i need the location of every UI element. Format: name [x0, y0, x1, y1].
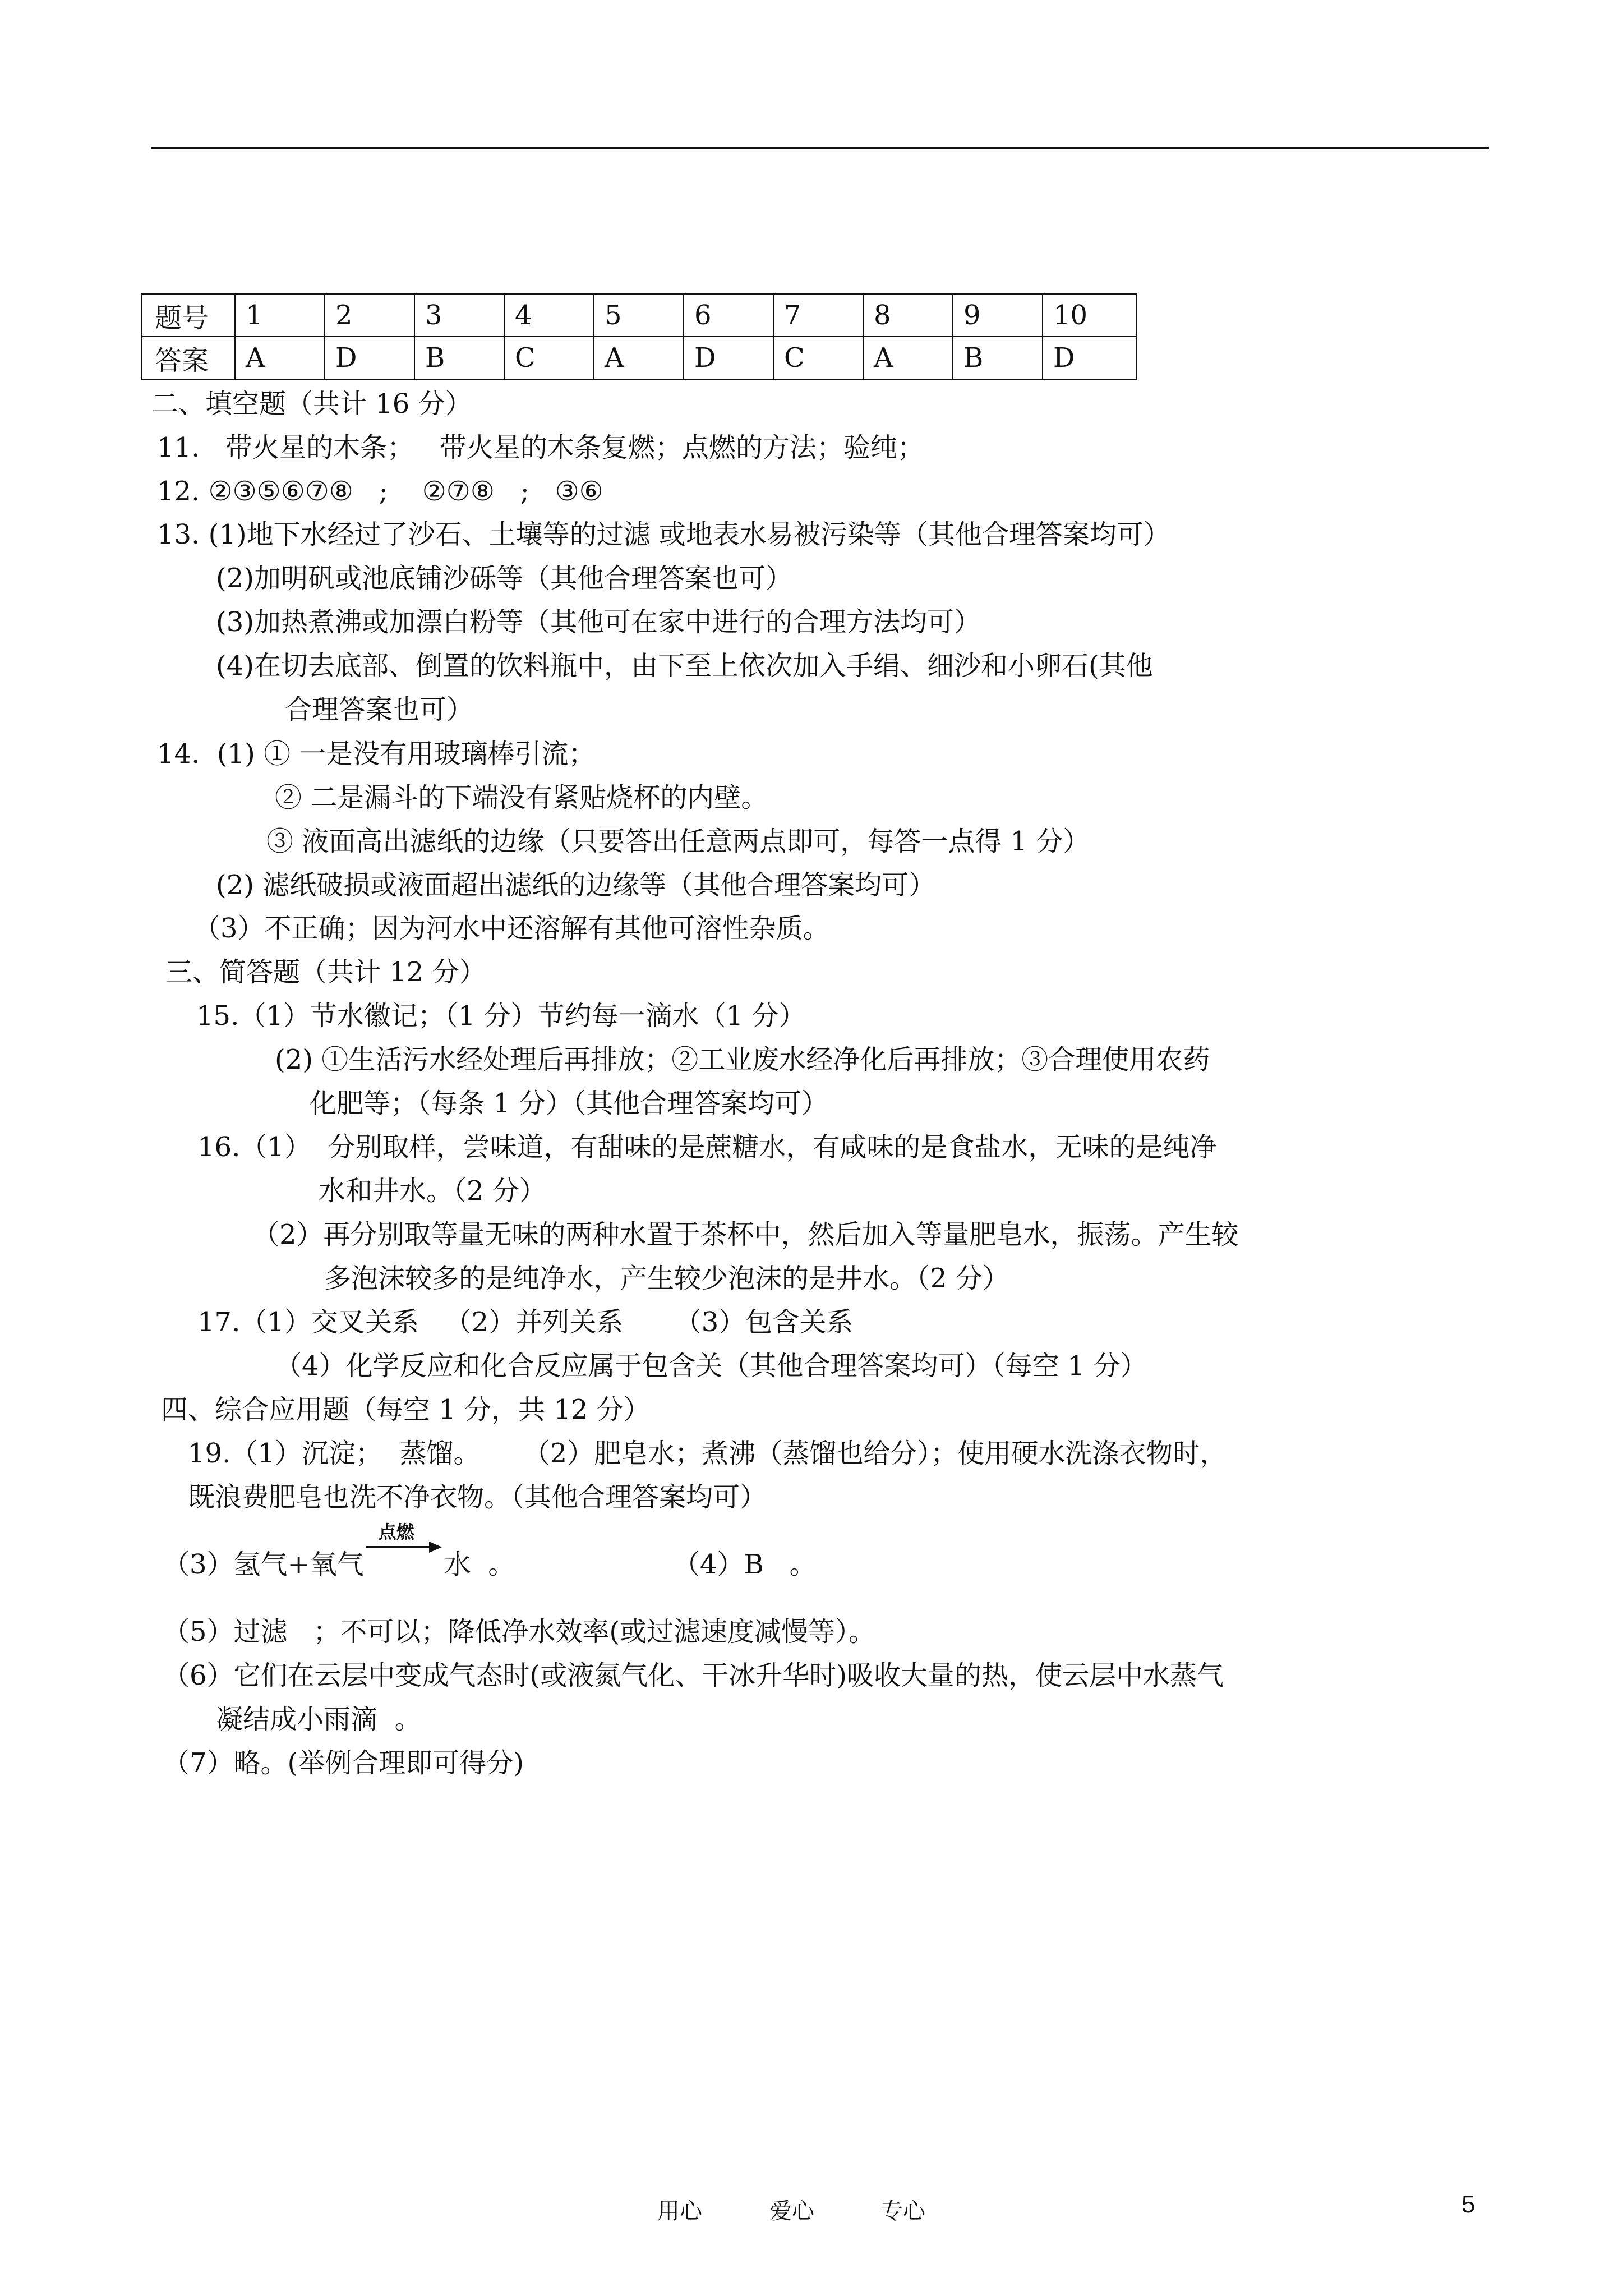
answer-line-q12: 12. ②③⑤⑥⑦⑧ ; ②⑦⑧ ; ③⑥ — [157, 476, 603, 507]
answer-line-q19-5: （5）过滤 ；不可以；降低净水效率(或过滤速度减慢等）。 — [163, 1616, 876, 1648]
reaction-arrow — [366, 1521, 442, 1573]
reaction-condition-label: 点燃 — [378, 1521, 414, 1543]
answer-line-q19-7: （7）略。(举例合理即可得分) — [163, 1747, 524, 1779]
section-title-comprehensive: 四、综合应用题（每空 1 分，共 12 分） — [161, 1394, 651, 1425]
question-number: 9 — [953, 294, 1043, 337]
question-number: 6 — [684, 294, 773, 337]
answer-cell: D — [684, 337, 773, 379]
table-row — [142, 294, 1137, 337]
answer-line-q17-1: 17.（1）交叉关系 （2）并列关系 （3）包含关系 — [197, 1306, 854, 1338]
row-header-answer: 答案 — [142, 337, 235, 379]
answer-cell: A — [235, 337, 325, 379]
answer-line-q19-4: （4）B 。 — [673, 1549, 817, 1580]
footer-text-1: 用心 — [657, 2198, 702, 2224]
footer-text-2: 爱心 — [769, 2198, 814, 2224]
answer-cell: A — [594, 337, 684, 379]
answer-line-q19-3 — [163, 1521, 515, 1580]
answer-line-q13-2: (2)加明矾或池底铺沙砾等（其他合理答案也可） — [216, 563, 792, 594]
answer-line-q13-3: (3)加热煮沸或加漂白粉等（其他可在家中进行的合理方法均可） — [216, 606, 981, 638]
answer-line-q13-4-cont: 合理答案也可） — [285, 694, 474, 725]
answer-line-q15-1: 15.（1）节水徽记；（1 分）节约每一滴水（1 分） — [196, 1000, 806, 1032]
question-number: 1 — [235, 294, 325, 337]
question-number: 8 — [863, 294, 953, 337]
answer-line-q13-4: (4)在切去底部、倒置的饮料瓶中，由下至上依次加入手绢、细沙和小卵石(其他 — [216, 650, 1153, 682]
answer-line-q15-2: (2) ①生活污水经处理后再排放；②工业废水经净化后再排放；③合理使用农药 — [275, 1044, 1210, 1075]
answer-cell: C — [773, 337, 863, 379]
answer-line-q16-1: 16.（1） 分别取样，尝味道，有甜味的是蔗糖水，有咸味的是食盐水，无味的是纯净 — [197, 1131, 1217, 1163]
answer-line-q17-2: （4）化学反应和化合反应属于包含关（其他合理答案均可）（每空 1 分） — [275, 1350, 1147, 1382]
answer-line-q14-1b: ② 二是漏斗的下端没有紧贴烧杯的内壁。 — [275, 782, 768, 813]
answer-line-q16-2: （2）再分别取等量无味的两种水置于茶杯中，然后加入等量肥皂水，振荡。产生较 — [252, 1219, 1239, 1250]
answer-cell: D — [325, 337, 414, 379]
question-number: 3 — [414, 294, 504, 337]
answer-table — [141, 293, 1137, 380]
answer-line-q19-6-cont: 凝结成小雨滴 。 — [216, 1704, 422, 1735]
answer-cell: A — [863, 337, 953, 379]
answer-line-q16-1-cont: 水和井水。（2 分） — [319, 1175, 546, 1207]
answer-line-q14-2: (2) 滤纸破损或液面超出滤纸的边缘等（其他合理答案均可） — [216, 869, 936, 901]
answer-line-q19-1: 19.（1）沉淀； 蒸馏。 （2）肥皂水；煮沸（蒸馏也给分）；使用硬水洗涤衣物时， — [188, 1438, 1227, 1469]
reaction-product: 水 。 — [444, 1549, 515, 1580]
question-number: 7 — [773, 294, 863, 337]
answer-line-q14-3: （3）不正确；因为河水中还溶解有其他可溶性杂质。 — [193, 913, 830, 944]
answer-cell: B — [953, 337, 1043, 379]
answer-cell: C — [504, 337, 594, 379]
answer-line-q14-1c: ③ 液面高出滤纸的边缘（只要答出任意两点即可，每答一点得 1 分） — [266, 826, 1090, 857]
question-number: 2 — [325, 294, 414, 337]
answer-line-q16-2-cont: 多泡沫较多的是纯净水，产生较少泡沫的是井水。（2 分） — [324, 1263, 1009, 1294]
arrow-right-icon — [366, 1539, 442, 1556]
page-number: 5 — [1461, 2191, 1476, 2218]
question-number: 5 — [594, 294, 684, 337]
answer-line-q19-6: （6）它们在云层中变成气态时(或液氮气化、干冰升华时)吸收大量的热，使云层中水蒸气 — [163, 1660, 1224, 1691]
reaction-reactants: （3）氢气+氧气 — [163, 1549, 364, 1580]
footer-text-3: 专心 — [880, 2198, 925, 2224]
answer-line-q11: 11. 带火星的木条； 带火星的木条复燃；点燃的方法；验纯； — [157, 432, 924, 463]
answer-line-q15-2-cont: 化肥等；（每条 1 分）（其他合理答案均可） — [310, 1088, 829, 1119]
answer-cell: D — [1043, 337, 1137, 379]
answer-line-q19-1-cont: 既浪费肥皂也洗不净衣物。（其他合理答案均可） — [188, 1481, 767, 1513]
table-row — [142, 337, 1137, 379]
question-number: 4 — [504, 294, 594, 337]
row-header-number: 题号 — [142, 294, 235, 337]
header-rule — [151, 147, 1489, 149]
question-number: 10 — [1043, 294, 1137, 337]
answer-cell: B — [414, 337, 504, 379]
section-title-fill-in: 二、填空题（共计 16 分） — [151, 388, 472, 420]
section-title-short-answer: 三、简答题（共计 12 分） — [165, 956, 486, 988]
answer-line-q13-1: 13. (1)地下水经过了沙石、土壤等的过滤 或地表水易被污染等（其他合理答案均可） — [157, 519, 1170, 550]
answer-line-q14-1: 14. (1) ① 一是没有用玻璃棒引流； — [157, 738, 596, 770]
